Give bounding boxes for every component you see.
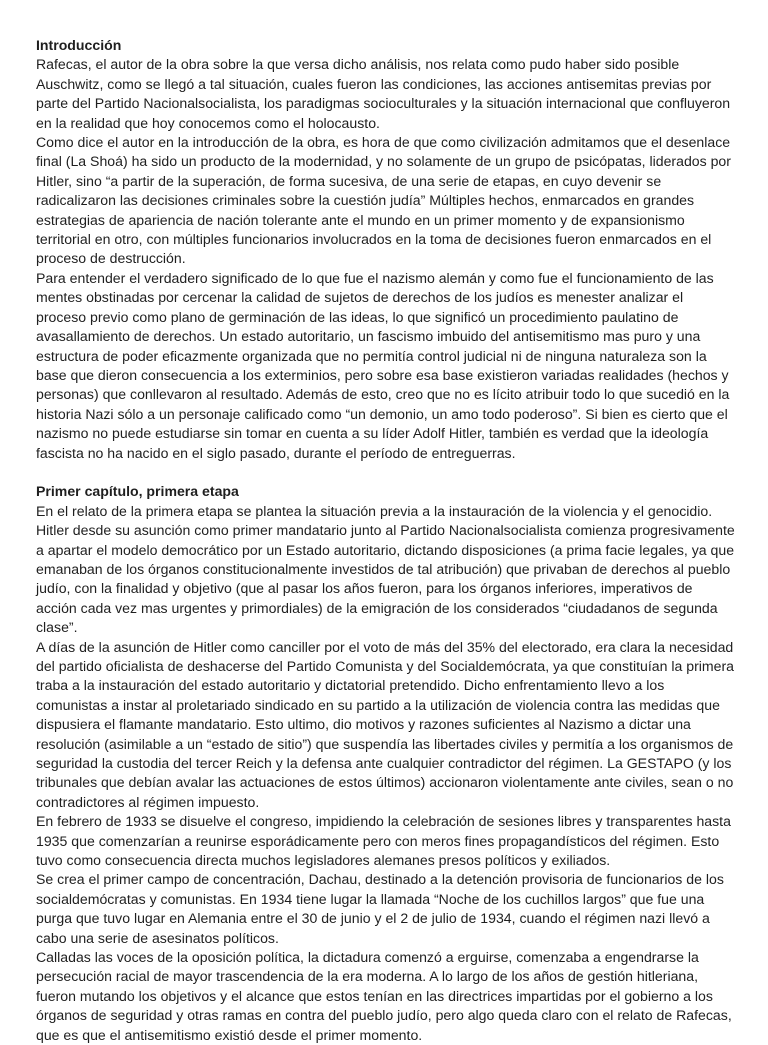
paragraph: En febrero de 1933 se disuelve el congreso, impidiendo la celebración de sesiones libres y transparentes hasta 1935 que comenzarían a reunirse esporádicamente pero con meros fines propagandísticos del régimen. Esto tuvo como consecuencia directa muchos legisladores alemanes presos políticos y exiliados.	[36, 813, 731, 869]
section-heading-introduccion: Introducción	[36, 37, 122, 53]
paragraph: Se crea el primer campo de concentración, Dachau, destinado a la detención provisoria de funcionarios de los socialdemócratas y comunistas. En 1934 tiene lugar la llamada “Noche de los cuchillos largos” que fue una purga que tuvo lugar en Alemania entre el 30 de junio y el 2 de julio de 1934, cuando el régimen nazi llevó a cabo una serie de asesinatos políticos.	[36, 871, 724, 946]
section-spacer	[36, 463, 736, 482]
paragraph: En el relato de la primera etapa se plantea la situación previa a la instauración de la violencia y el genocidio. Hitler desde su asunción como primer mandatario junto al Partido Nacionalsocialista comienza progresivamente a apartar el modelo democrático por un Estado autoritario, dictando disposiciones (a prima facie legales, ya que emanaban de los órganos constitucionalmente investidos de tal atribución) que privaban de derechos al pueblo judío, con la finalidad y objetivo (que al pasar los años fueron, para los órganos inferiores, imperativos de acción cada vez mas urgentes y primordiales) de la emigración de los considerados “ciudadanos de segunda clase”.	[36, 502, 735, 636]
paragraph: Como dice el autor en la introducción de la obra, es hora de que como civilización admitamos que el desenlace final (La Shoá) ha sido un producto de la modernidad, y no solamente de un grupo de psicópatas, liderados por Hitler, sino “a partir de la superación, de forma sucesiva, de una serie de etapas, en cuyo devenir se radicalizaron las decisiones criminales sobre la cuestión judía” Múltiples hechos, enmarcados en grandes estrategias de apariencia de nación tolerante ante el mundo en un primer momento y de expansionismo territorial en otro, con múltiples funcionarios involucrados en la toma de decisiones fueron enmarcados en el proceso de destrucción.	[36, 134, 731, 267]
paragraph: A días de la asunción de Hitler como canciller por el voto de más del 35% del electorado, era clara la necesidad del partido oficialista de deshacerse del Partido Comunista y del Socialdemócrata, ya que constituían la primera traba a la instauración del estado autoritario y dictatorial pretendido. Dicho enfrentamiento llevo a los comunistas a instar al proletariado sindicado en su partido a la utilización de violencia contra las medidas que dispusiera el flamante mandatario. Esto ultimo, dio motivos y razones suficientes al Nazismo a dictar una resolución (asimilable a un “estado de sitio”) que suspendía las libertades civiles y permitía a los organismos de seguridad la custodia del tercer Reich y la defensa ante cualquier contradictor del régimen. La GESTAPO (y los tribunales que debían avalar las actuaciones de estos últimos) accionaron violentamente ante civiles, sean o no contradictores al régimen impuesto.	[36, 638, 735, 810]
section-heading-primer-capitulo: Primer capítulo, primera etapa	[36, 483, 239, 500]
paragraph: Para entender el verdadero significado de lo que fue el nazismo alemán y como fue el funcionamiento de las mentes obstinadas por cercenar la calidad de sujetos de derechos de los judíos es menester analizar el proceso previo como plano de germinación de las ideas, lo que significó un procedimiento paulatino de avasallamiento de derechos. Un estado autoritario, un fascismo imbuido del antisemitismo mas puro y una estructura de poder eficazmente organizada que no permitía control judicial ni de ninguna naturaleza son la base que dieron consecuencia a los exterminios, pero sobre esa base existieron variadas realidades (hechos y personas) que conllevaron al resultado. Además de esto, creo que no es lícito atribuir todo lo que sucedió en la historia Nazi sólo a un personaje calificado como “un demonio, un amo todo poderoso”. Si bien es cierto que el nazismo no puede estudiarse sin tomar en cuenta a su líder Adolf Hitler, también es verdad que la ideología fascista no ha nacido en el siglo pasado, durante el período de entreguerras.	[36, 269, 730, 461]
document-page	[36, 36, 736, 1045]
paragraph: Rafecas, el autor de la obra sobre la que versa dicho análisis, nos relata como pudo haber sido posible Auschwitz, como se llegó a tal situación, cuales fueron las condiciones, las acciones antisemitas previas por parte del Partido Nacionalsocialista, los paradigmas socioculturales y la situación internacional que confluyeron en la realidad que hoy conocemos como el holocausto.	[36, 56, 731, 131]
paragraph: Calladas las voces de la oposición política, la dictadura comenzó a erguirse, comenzaba a engendrarse la persecución racial de mayor trascendencia de la era moderna. A lo largo de los años de gestión hitleriana, fueron mutando los objetivos y el alcance que estos tenían en las directrices impartidas por el gobierno a los órganos de seguridad y otras ramas en contra del pueblo judío, pero algo queda claro con el relato de Rafecas, que es que el antisemitismo existió desde el primer momento.	[36, 949, 732, 1043]
